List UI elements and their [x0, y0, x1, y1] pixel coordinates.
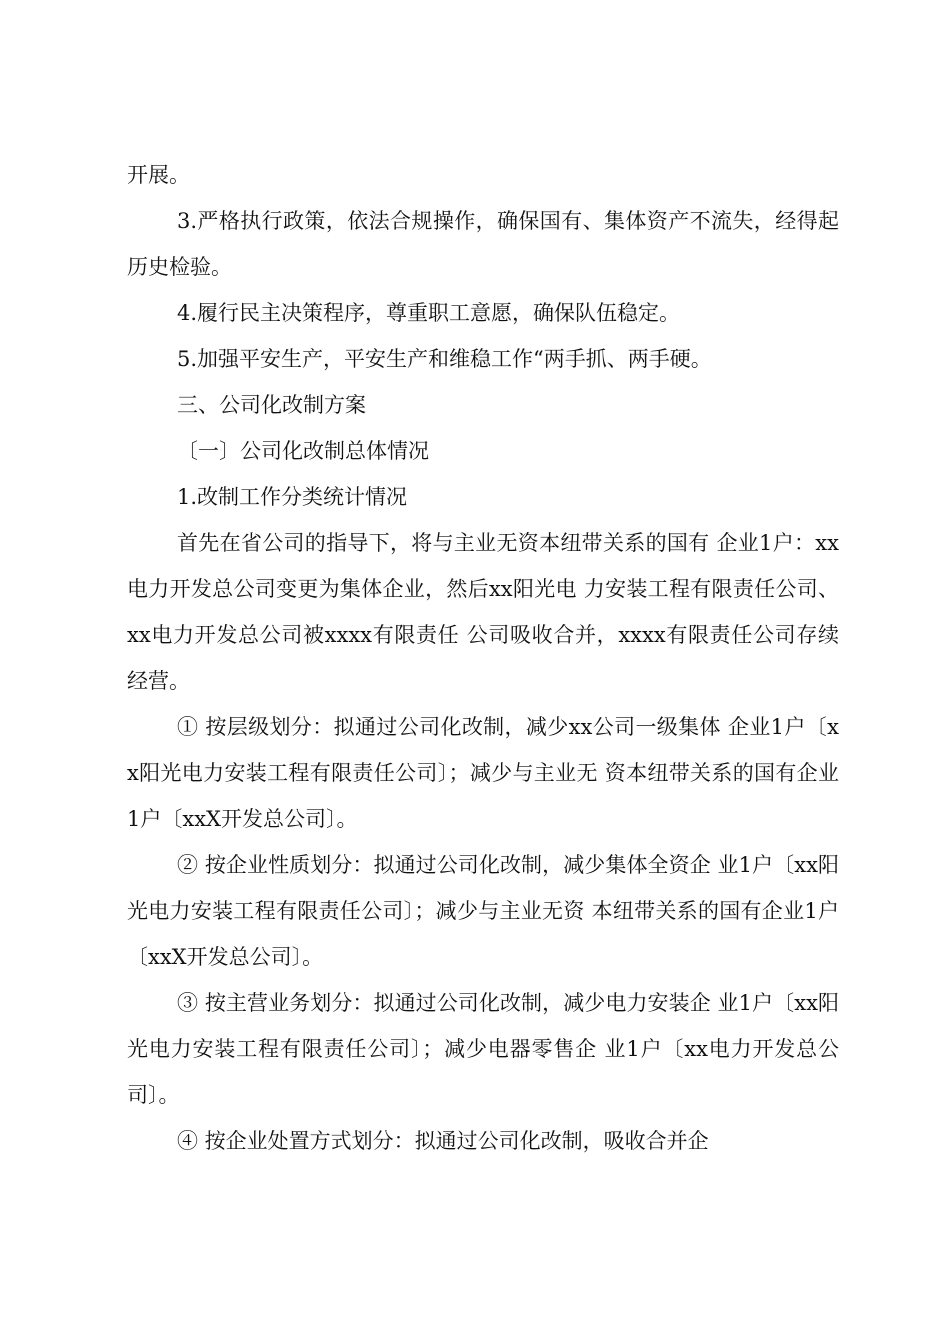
paragraph-item-5: 5.加强平安生产，平安生产和维稳工作“两手抓、两手硬。 [177, 347, 712, 371]
sub-item-heading-1: 1.改制工作分类统计情况 [177, 485, 408, 509]
paragraph-circled-4: ④ 按企业处置方式划分：拟通过公司化改制，吸收合并企 [177, 1129, 709, 1153]
paragraph-overview: 首先在省公司的指导下，将与主业无资本纽带关系的国有 企业1户：xx电力开发总公司变更为集体企业，然后xx阳光电 力安装工程有限责任公司、xx电力开发总公司被xxxx有限责任 公司吸收合并，xxxx有限责任公司存续经营。 [127, 531, 839, 693]
paragraph-circled-2: ② 按企业性质划分：拟通过公司化改制，减少集体全资企 业1户〔xx阳光电力安装工程有限责任公司〕；减少与主业无资 本纽带关系的国有企业1户〔xxX开发总公司〕。 [127, 853, 839, 969]
paragraph-item-4: 4.履行民主决策程序，尊重职工意愿，确保队伍稳定。 [177, 301, 681, 325]
section-heading-3: 三、公司化改制方案 [177, 393, 366, 417]
paragraph-circled-3: ③ 按主营业务划分：拟通过公司化改制，减少电力安装企 业1户〔xx阳光电力安装工程有限责任公司〕；减少电器零售企 业1户〔xx电力开发总公司〕。 [127, 991, 839, 1107]
paragraph-item-3: 3.严格执行政策，依法合规操作，确保国有、集体资产不流失，经得起历史检验。 [127, 209, 839, 279]
paragraph-circled-1: ① 按层级划分：拟通过公司化改制，减少xx公司一级集体 企业1户〔xx阳光电力安装工程有限责任公司〕；减少与主业无 资本纽带关系的国有企业1户〔xxX开发总公司〕。 [127, 715, 839, 831]
document-body [127, 152, 839, 1164]
subsection-heading-1: 〔一〕公司化改制总体情况 [177, 439, 429, 463]
paragraph-continuation: 开展。 [127, 163, 190, 187]
